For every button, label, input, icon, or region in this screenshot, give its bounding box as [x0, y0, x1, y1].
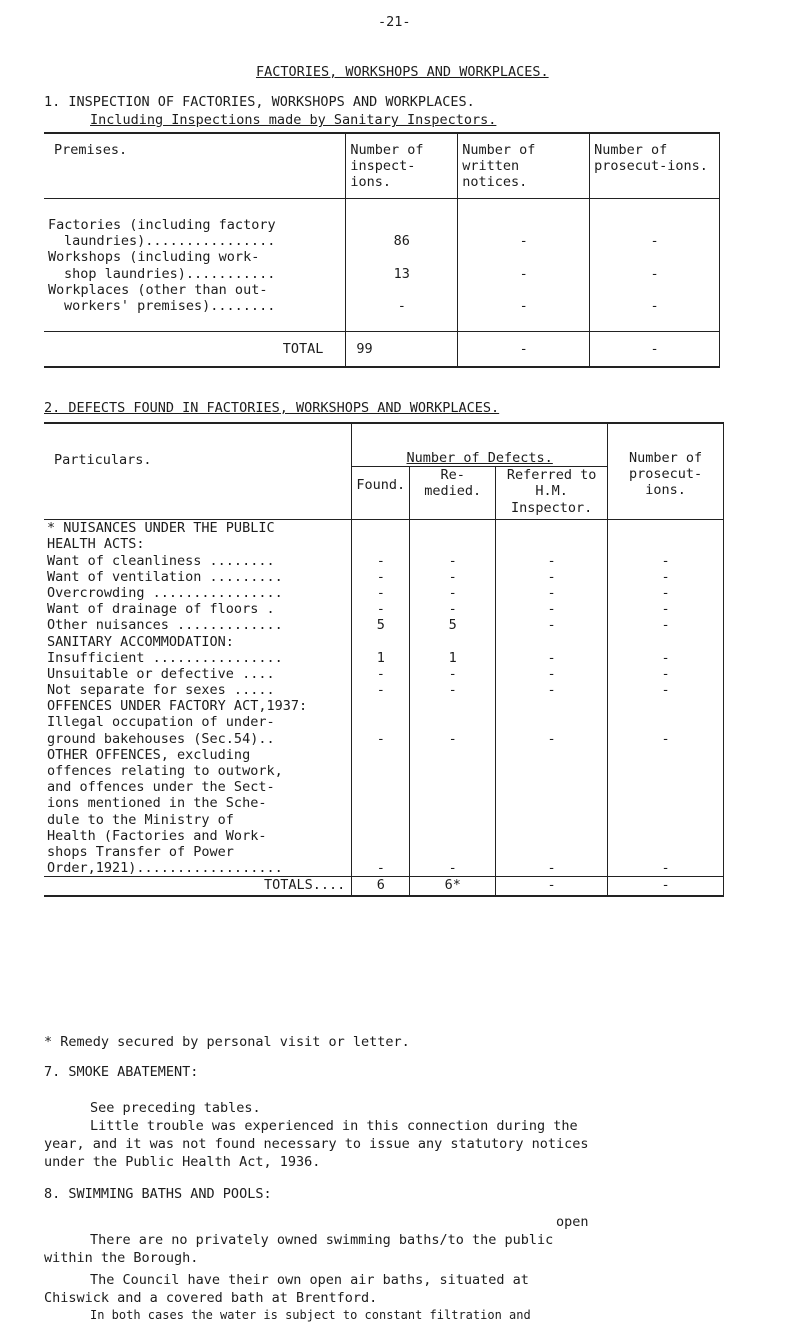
inspections-value: - [346, 282, 458, 314]
part7-para2-line2: year, and it was not found necessary to issue any statutory notices [44, 1136, 589, 1152]
prosecutions-value: - [590, 217, 720, 249]
header-premises: Premises. [44, 133, 346, 199]
prosecutions-value [608, 634, 724, 650]
prosecutions-value: - [608, 666, 724, 682]
particulars-label: Insufficient ................ [44, 650, 352, 666]
prosecutions-value: - [608, 553, 724, 569]
referred-value [496, 747, 608, 763]
inspections-value: 13 [346, 249, 458, 281]
found-value: - [352, 553, 410, 569]
prosecutions-value [608, 520, 724, 537]
header-particulars: Particulars. [44, 423, 352, 520]
referred-value [496, 844, 608, 860]
part8-para2-line2: Chiswick and a covered bath at Brentford. [44, 1290, 378, 1306]
remedied-value: 1 [410, 650, 496, 666]
referred-value: - [496, 585, 608, 601]
prosecutions-value: - [608, 617, 724, 633]
particulars-label: offences relating to outwork, [44, 763, 352, 779]
particulars-label: ground bakehouses (Sec.54).. [44, 731, 352, 747]
particulars-label: Want of drainage of floors . [44, 601, 352, 617]
part7-para2-line3: under the Public Health Act, 1936. [44, 1154, 321, 1170]
prosecutions-value: - [608, 601, 724, 617]
total-inspections: 99 [346, 332, 458, 368]
found-value [352, 844, 410, 860]
referred-value [496, 634, 608, 650]
table-row [44, 860, 724, 877]
particulars-label: HEALTH ACTS: [44, 536, 352, 552]
remedied-value: - [410, 569, 496, 585]
referred-value [496, 779, 608, 795]
table-row [44, 617, 724, 633]
remedied-value: - [410, 601, 496, 617]
prosecutions-value: - [608, 731, 724, 747]
remedied-value [410, 779, 496, 795]
prosecutions-value [608, 828, 724, 844]
header-referred: Referred to H.M. Inspector. [496, 467, 608, 520]
part8-para2-line1: The Council have their own open air baths, situated at [90, 1272, 529, 1288]
prosecutions-value: - [608, 650, 724, 666]
remedied-value [410, 714, 496, 730]
particulars-label: ions mentioned in the Sche- [44, 795, 352, 811]
referred-value [496, 795, 608, 811]
found-value [352, 714, 410, 730]
table-row [44, 698, 724, 714]
prosecutions-value: - [608, 682, 724, 698]
table-row [44, 650, 724, 666]
found-value: - [352, 666, 410, 682]
table-row [44, 520, 724, 537]
premises-label: laundries)................ [64, 233, 276, 250]
remedied-value: - [410, 553, 496, 569]
notices-value: - [458, 249, 590, 281]
prosecutions-value [608, 747, 724, 763]
remedied-value [410, 828, 496, 844]
referred-value [496, 763, 608, 779]
table-row [44, 731, 724, 747]
part8-heading: 8. SWIMMING BATHS AND POOLS: [44, 1186, 272, 1202]
prosecutions-value: - [608, 585, 724, 601]
premises-label: Workshops (including work- [48, 249, 260, 266]
referred-value: - [496, 617, 608, 633]
prosecutions-value: - [608, 569, 724, 585]
header-written-notices: Number of written notices. [458, 133, 590, 199]
found-value [352, 520, 410, 537]
found-value: - [352, 682, 410, 698]
inspections-value: 86 [346, 217, 458, 249]
part1-subheading: Including Inspections made by Sanitary Inspectors. [90, 112, 497, 128]
header-remedied: Re-medied. [410, 467, 496, 520]
found-value: - [352, 860, 410, 877]
table-row [44, 634, 724, 650]
table-row [44, 666, 724, 682]
particulars-label: Order,1921).................. [44, 860, 352, 877]
particulars-label: OFFENCES UNDER FACTORY ACT,1937: [44, 698, 352, 714]
referred-value: - [496, 731, 608, 747]
particulars-label: Not separate for sexes ..... [44, 682, 352, 698]
table-row [44, 553, 724, 569]
total-label: TOTAL [44, 332, 346, 368]
found-value [352, 747, 410, 763]
found-value [352, 795, 410, 811]
table-row [44, 682, 724, 698]
referred-value: - [496, 601, 608, 617]
prosecutions-value [608, 714, 724, 730]
total-remedied: 6* [410, 877, 496, 897]
remedied-value: - [410, 682, 496, 698]
prosecutions-value [608, 844, 724, 860]
total-notices: - [458, 332, 590, 368]
table-row [44, 747, 724, 763]
part7-para1: See preceding tables. [90, 1100, 261, 1116]
inspection-table [44, 132, 720, 368]
particulars-label: Want of cleanliness ........ [44, 553, 352, 569]
premises-label: Factories (including factory [48, 217, 276, 233]
table-row [44, 714, 724, 730]
found-value [352, 536, 410, 552]
referred-value [496, 536, 608, 552]
total-prosecutions: - [590, 332, 720, 368]
remedied-value: - [410, 585, 496, 601]
found-value: - [352, 569, 410, 585]
section-title: FACTORIES, WORKSHOPS AND WORKPLACES. [256, 64, 549, 80]
table-row [44, 536, 724, 552]
total-found: 6 [352, 877, 410, 897]
referred-value: - [496, 569, 608, 585]
prosecutions-value: - [590, 249, 720, 281]
referred-value [496, 698, 608, 714]
table-row [44, 795, 724, 811]
table-row [44, 569, 724, 585]
header-defects-group: Number of Defects. [352, 423, 608, 467]
part7-heading: 7. SMOKE ABATEMENT: [44, 1064, 199, 1080]
found-value: - [352, 731, 410, 747]
header-prosecutions: Number of prosecut-ions. [590, 133, 720, 199]
prosecutions-value: - [608, 860, 724, 877]
found-value [352, 812, 410, 828]
part8-para1-line1: There are no privately owned swimming baths/to the public [90, 1232, 554, 1248]
table-row [44, 844, 724, 860]
referred-value: - [496, 860, 608, 877]
total-referred: - [496, 877, 608, 897]
table-row [44, 763, 724, 779]
table-row [44, 217, 720, 249]
remedied-value [410, 698, 496, 714]
referred-value [496, 812, 608, 828]
table-row [44, 812, 724, 828]
referred-value: - [496, 650, 608, 666]
remedied-value [410, 747, 496, 763]
particulars-label: SANITARY ACCOMMODATION: [44, 634, 352, 650]
header-inspections: Number of inspect-ions. [346, 133, 458, 199]
particulars-label: Unsuitable or defective .... [44, 666, 352, 682]
particulars-label: dule to the Ministry of [44, 812, 352, 828]
prosecutions-value: - [590, 282, 720, 314]
remedied-value [410, 520, 496, 537]
referred-value [496, 828, 608, 844]
table-row [44, 585, 724, 601]
table-total-row [44, 877, 724, 897]
remedied-value: - [410, 666, 496, 682]
part8-para3-line1: In both cases the water is subject to constant filtration and [90, 1308, 531, 1322]
table-row [44, 779, 724, 795]
found-value [352, 828, 410, 844]
header-found: Found. [352, 467, 410, 520]
remedied-value: - [410, 731, 496, 747]
table-row [44, 282, 720, 314]
remedied-value [410, 763, 496, 779]
referred-value [496, 520, 608, 537]
found-value: - [352, 601, 410, 617]
premises-label: workers' premises)........ [64, 297, 276, 314]
footnote: * Remedy secured by personal visit or letter. [44, 1034, 410, 1050]
found-value: 1 [352, 650, 410, 666]
total-label: TOTALS.... [44, 877, 352, 897]
notices-value: - [458, 217, 590, 249]
page-number: -21- [378, 14, 411, 30]
particulars-label: OTHER OFFENCES, excluding [44, 747, 352, 763]
particulars-label: shops Transfer of Power [44, 844, 352, 860]
remedied-value [410, 812, 496, 828]
part1-heading: 1. INSPECTION OF FACTORIES, WORKSHOPS AND WORKPLACES. [44, 94, 475, 110]
particulars-label: Illegal occupation of under- [44, 714, 352, 730]
found-value [352, 763, 410, 779]
prosecutions-value [608, 779, 724, 795]
part8-insert: open [556, 1214, 589, 1230]
table-row [44, 249, 720, 281]
notices-value: - [458, 282, 590, 314]
part2-heading: 2. DEFECTS FOUND IN FACTORIES, WORKSHOPS AND WORKPLACES. [44, 400, 500, 416]
header-num-prosecutions: Number of prosecut-ions. [608, 423, 724, 520]
found-value: 5 [352, 617, 410, 633]
particulars-label: Overcrowding ................ [44, 585, 352, 601]
particulars-label: and offences under the Sect- [44, 779, 352, 795]
remedied-value: 5 [410, 617, 496, 633]
part8-para1-line2: within the Borough. [44, 1250, 199, 1266]
referred-value [496, 714, 608, 730]
referred-value: - [496, 682, 608, 698]
prosecutions-value [608, 698, 724, 714]
table-total-row [44, 332, 720, 368]
remedied-value [410, 795, 496, 811]
found-value [352, 779, 410, 795]
table-row [44, 601, 724, 617]
premises-label: shop laundries)........... [64, 265, 276, 282]
defects-table [44, 422, 724, 897]
part7-para2-line1: Little trouble was experienced in this connection during the [90, 1118, 578, 1134]
referred-value: - [496, 666, 608, 682]
prosecutions-value [608, 763, 724, 779]
referred-value: - [496, 553, 608, 569]
remedied-value [410, 844, 496, 860]
remedied-value: - [410, 860, 496, 877]
premises-label: Workplaces (other than out- [48, 281, 268, 298]
total-prosecutions: - [608, 877, 724, 897]
prosecutions-value [608, 536, 724, 552]
prosecutions-value [608, 812, 724, 828]
prosecutions-value [608, 795, 724, 811]
particulars-label: Other nuisances ............. [44, 617, 352, 633]
particulars-label: Want of ventilation ......... [44, 569, 352, 585]
remedied-value [410, 634, 496, 650]
particulars-label: Health (Factories and Work- [44, 828, 352, 844]
found-value: - [352, 585, 410, 601]
found-value [352, 634, 410, 650]
found-value [352, 698, 410, 714]
particulars-label: * NUISANCES UNDER THE PUBLIC [44, 520, 352, 537]
remedied-value [410, 536, 496, 552]
table-row [44, 828, 724, 844]
